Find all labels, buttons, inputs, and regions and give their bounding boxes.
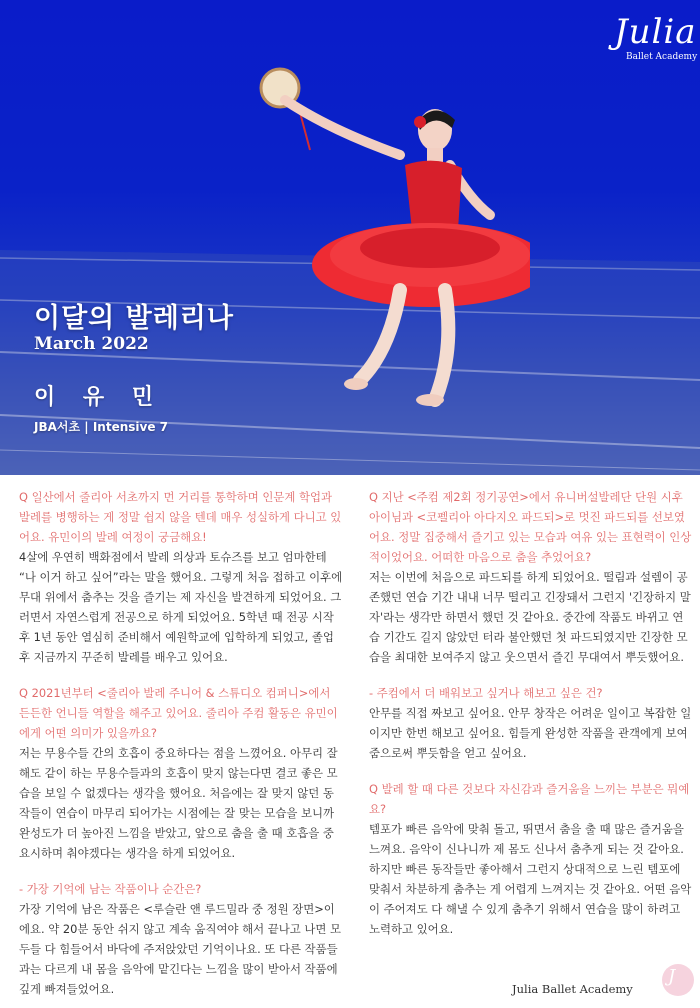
ballerina-figure	[230, 50, 530, 470]
interview-column-left	[19, 487, 343, 999]
question-text: Q 발레 할 때 다른 것보다 자신감과 즐거움을 느끼는 부분은 뭐예요?	[369, 782, 690, 816]
dancer-name: 이 유 민	[34, 385, 164, 410]
answer-text: 가장 기억에 남은 작품은 <루슬란 앤 루드밀라 중 정원 장면>이에요. 약 20분 동안 쉬지 않고 계속 움직여야 해서 끝나고 나면 모두들 다 힘들어서 바닥에 주저앉았던 기억이나요. 또 다른 작품들과는 다르게 내 몸을 음악에 맡긴다는 느낌을 많이 받아서 작품에 깊게 빠져들었어요.	[19, 902, 342, 996]
page-title: 이달의 발레리나	[34, 303, 234, 334]
question-text: Q 지난 <주컴 제2회 정기공연>에서 유니버설발레단 단원 시후아이님과 <코펠리아 아다지오 파드되>로 멋진 파드되를 선보였어요. 정말 집중해서 즐기고 있는 모습과 여유 있는 표현력이 인상적이었어요. 어떠한 마음으로 춤을 추었어요?	[369, 490, 692, 564]
issue-month: March 2022	[34, 334, 149, 354]
question-text: - 주컴에서 더 배워보고 싶거나 해보고 싶은 건?	[369, 686, 603, 700]
class-info: JBA서초 | Intensive 7	[34, 420, 168, 434]
footer-academy-name: Julia Ballet Academy	[512, 982, 633, 996]
hero-photo	[0, 0, 700, 475]
interview-column-right	[369, 487, 693, 939]
logo-word: Julia	[614, 12, 697, 52]
academy-logo	[596, 12, 698, 64]
question-text: - 가장 기억에 남는 작품이나 순간은?	[19, 882, 202, 896]
question-text: Q 일산에서 줄리아 서초까지 먼 거리를 통학하며 인문계 학업과 발레를 병행하는 게 정말 쉽지 않을 텐데 매우 성실하게 다니고 있어요. 유민이의 발레 여정이 궁금해요!	[19, 490, 342, 544]
logo-subtitle: Ballet Academy	[626, 52, 698, 62]
answer-text: 저는 무용수들 간의 호흡이 중요하다는 점을 느꼈어요. 아무리 잘해도 같이 하는 무용수들과의 호흡이 맞지 않는다면 결코 좋은 모습을 보일 수 없겠다는 생각을 했어요. 처음에는 잘 맞지 않던 동작들이 연습이 마무리 되어가는 시점에는 잘 맞는 모습을 보니까 완성도가 더 높아진 느낌을 받았고, 앞으로 춤을 출 때 호흡을 중요시하며 춰야겠다는 생각을 하게 되었어요.	[19, 746, 338, 860]
footer-logo-letter: J	[668, 966, 676, 987]
answer-text: 안무를 직접 짜보고 싶어요. 안무 창작은 어려운 일이고 복잡한 일이지만 한번 해보고 싶어요. 힘들게 완성한 작품을 관객에게 보여줌으로써 뿌듯함을 얻고 싶어요.	[369, 706, 692, 760]
answer-text: 4살에 우연히 백화점에서 발레 의상과 토슈즈를 보고 엄마한테 “나 이거 하고 싶어”라는 말을 했어요. 그렇게 처음 접하고 이후에 무대 위에서 춤추는 것을 즐기는 제 자신을 발견하게 되었어요. 그러면서 자연스럽게 전공으로 하게 되었어요. 5학년 때 전공 시작 후 1년 동안 열심히 준비해서 예원학교에 입학하게 되었고, 졸업 후 지금까지 꾸준히 발레를 배우고 있어요.	[19, 550, 343, 664]
answer-text: 템포가 빠른 음악에 맞춰 돌고, 뛰면서 춤을 출 때 많은 즐거움을 느껴요. 음악이 신나니까 제 몸도 신나서 춤추게 되는 것 같아요. 하지만 빠른 동작들만 좋아해서 그런지 상대적으로 느린 템포에 맞춰서 차분하게 춤추는 게 어렵게 느껴지는 것 같아요. 어떤 음악이 주어져도 다 해낼 수 있게 춤추기 위해서 연습을 많이 하려고 노력하고 있어요.	[369, 822, 692, 936]
answer-text: 저는 이번에 처음으로 파드되를 하게 되었어요. 떨림과 설렘이 공존했던 연습 기간 내내 너무 떨리고 긴장돼서 그런지 '긴장하지 말자'라는 생각만 하면서 했던 것 같아요. 중간에 작품도 바뀌고 연습 기간도 길지 않았던 터라 불안했던 첫 파드되였지만 긴장한 모습을 최대한 보여주지 않고 웃으면서 즐긴 무대여서 뿌듯했어요.	[369, 570, 691, 664]
footer	[512, 966, 692, 1006]
footer-logo-icon	[662, 964, 694, 996]
question-text: Q 2021년부터 <줄리아 발레 주니어 & 스튜디오 컴퍼니>에서 든든한 언니들 역할을 해주고 있어요. 줄리아 주컴 활동은 유민이에게 어떤 의미가 있을까요?	[19, 686, 338, 740]
